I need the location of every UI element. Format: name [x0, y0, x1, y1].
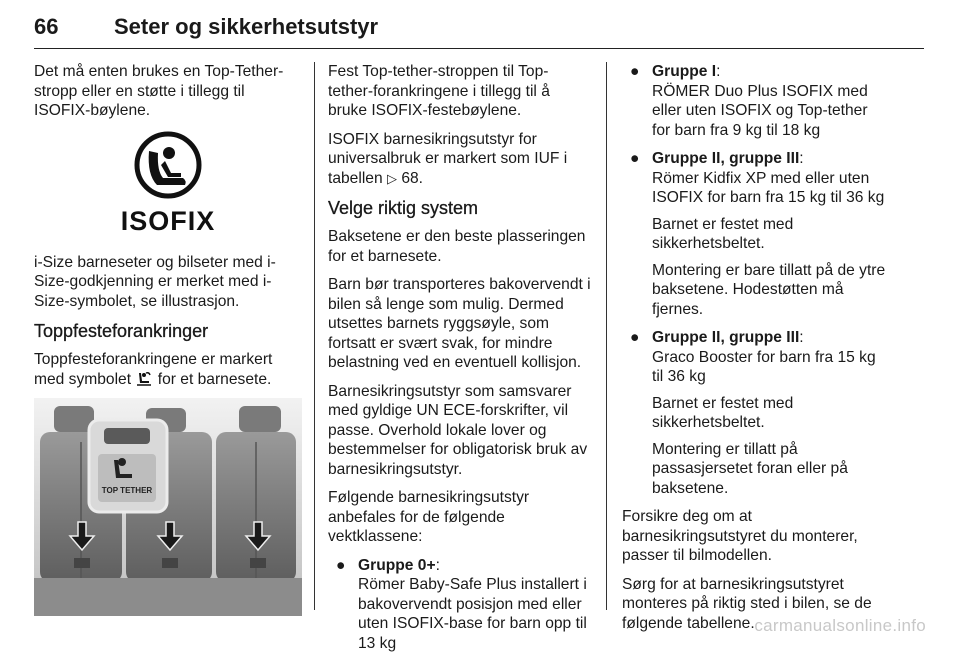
- bullet-note: Barnet er festet med sikkerhetsbeltet.: [652, 215, 794, 252]
- recommended-paragraph: Følgende barnesikringsutstyr anbefales for de følgende vektklassene:: [328, 489, 530, 545]
- bullet-note: Montering er bare tillatt på de ytre baksetene. Hodestøtten må fjernes.: [652, 261, 886, 318]
- tether-text-before: Toppfesteforankringene er markert med symbolet: [34, 351, 273, 388]
- iuf-paragraph: [328, 130, 592, 189]
- bullet-note: Barnet er festet med sikkerhetsbeltet.: [652, 394, 794, 431]
- bullet-title: Gruppe II, gruppe III: [652, 329, 800, 346]
- bullet-dot: ●: [630, 150, 640, 167]
- bullet-note: Montering er tillatt på passasjersetet foran eller på baksetene.: [652, 440, 848, 497]
- list-item-group-2-3-kidfix: ● Gruppe II, gruppe III: Römer Kidfix XP med eller uten ISOFIX for barn fra 15 kg til 36 kg Barnet er festet med sikkerhetsbeltet. Montering er bare tillatt på de ytre baksetene. Hodestøtten må fjernes.: [622, 149, 890, 319]
- bullet-text: Graco Booster for barn fra 15 kg til 36 kg: [652, 348, 876, 385]
- column-2: [328, 62, 592, 662]
- page-reference[interactable]: 68.: [401, 169, 423, 187]
- section-heading-toppfeste: Toppfesteforankringer: [34, 321, 209, 341]
- watermark: carmanualsonline.info: [754, 616, 926, 635]
- page-header: [34, 10, 924, 49]
- top-tether-icon: [135, 371, 153, 387]
- bullet-dot: ●: [630, 63, 640, 80]
- isize-seat-icon: [137, 134, 199, 196]
- chapter-title: Seter og sikkerhetsutstyr: [114, 14, 379, 39]
- tether-paragraph: [34, 350, 302, 389]
- iuf-text: ISOFIX barnesikringsutstyr for universalbruk er markert som IUF i tabellen: [328, 130, 568, 187]
- correct-place-paragraph: Sørg for at barnesikringsutstyret monteres på riktig sted i bilen, se de følgende tabellene.: [622, 575, 872, 632]
- bullet-text: RÖMER Duo Plus ISOFIX med eller uten ISOFIX og Top-tether for barn fra 9 kg til 18 kg: [652, 82, 868, 139]
- headrest-right: [239, 406, 281, 432]
- intro-paragraph: Det må enten brukes en Top-Tether-stropp eller en støtte i tillegg til ISOFIX-bøylene.: [34, 63, 284, 119]
- bullet-dot: ●: [630, 329, 640, 346]
- bullet-title: Gruppe I: [652, 63, 717, 80]
- column-divider: [606, 62, 607, 610]
- section-heading-velge: Velge riktig system: [328, 198, 479, 218]
- isofix-symbol-figure: [113, 131, 223, 235]
- bullet-text: Römer Kidfix XP med eller uten ISOFIX for barn fra 15 kg til 36 kg: [652, 169, 885, 206]
- tether-text-after: for et barnesete.: [157, 370, 272, 388]
- page-number: 66: [34, 14, 59, 39]
- bullet-text: Römer Baby-Safe Plus installert i bakovervendt posisjon med eller uten ISOFIX-base for barn opp til 13 kg: [358, 576, 587, 652]
- top-tether-label: TOP TETHER: [101, 486, 153, 495]
- tether-strap-paragraph: Fest Top-tether-stroppen til Top-tether-forankringene i tillegg til å bruke ISOFIX-festebøylene.: [328, 63, 550, 119]
- bullet-dot: ●: [336, 556, 346, 574]
- rear-facing-paragraph: Barn bør transporteres bakovervendt i bilen så lenge som mulig. Dermed utsettes barnets ryggsøyle, som fortsatt er svært svak, for mindre belastning ved en eventuell kollisjon.: [328, 276, 591, 371]
- list-item-group-0plus: ● Gruppe 0+: Römer Baby-Safe Plus installert i bakovervendt posisjon med eller uten ISOFIX-base for barn opp til 13 kg: [336, 556, 587, 652]
- bullet-title: Gruppe II, gruppe III: [652, 150, 800, 167]
- bullet-title: Gruppe 0+: [358, 556, 436, 574]
- rear-seat-photo: [34, 398, 302, 616]
- rear-seats-paragraph: Baksetene er den beste plasseringen for et barnesete.: [328, 228, 586, 265]
- column-1: [34, 62, 302, 616]
- top-tether-callout: [89, 420, 167, 512]
- regulations-paragraph: Barnesikringsutstyr som samsvarer med gyldige UN ECE-forskrifter, vil passe. Overhold lokale lover og bestemmelser for obligatorisk bruk av barnesikringsutstyr.: [328, 382, 588, 478]
- ensure-fit-paragraph: Forsikre deg om at barnesikringsutstyret du monterer, passer til bilmodellen.: [622, 508, 858, 564]
- list-item-group-1: ● Gruppe I: RÖMER Duo Plus ISOFIX med eller uten ISOFIX og Top-tether for barn fra 9 kg til 18 kg: [630, 63, 868, 139]
- page-reference-arrow-icon: ▷: [386, 170, 397, 186]
- list-item-group-2-3-graco: ● Gruppe II, gruppe III: Graco Booster for barn fra 15 kg til 36 kg Barnet er festet med sikkerhetsbeltet. Montering er tillatt på passasjersetet foran eller på baksetene.: [622, 328, 890, 498]
- isize-paragraph: i-Size barneseter og bilseter med i-Size-godkjenning er merket med i-Size-symbolet, se illustrasjon.: [34, 253, 276, 310]
- column-divider: [314, 62, 315, 610]
- column-3: [622, 62, 890, 642]
- isofix-label: ISOFIX: [120, 205, 216, 235]
- seat-cushion: [34, 578, 302, 616]
